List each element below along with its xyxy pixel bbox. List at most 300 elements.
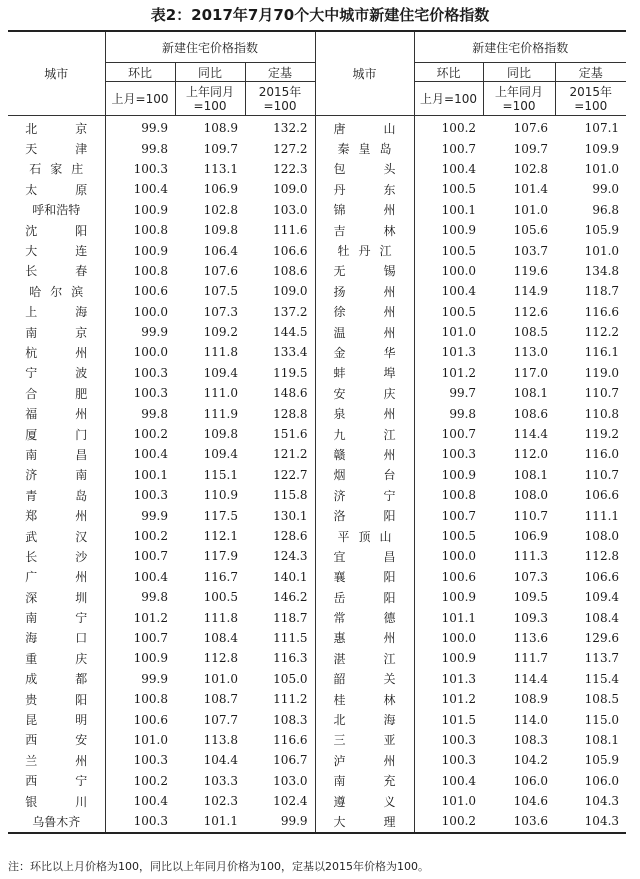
yoy-value: 109.5 [513, 590, 549, 605]
city-header-left: 城市 [8, 31, 105, 116]
base-value: 140.1 [245, 567, 315, 587]
table-row [8, 261, 626, 281]
yoy-value: 109.2 [203, 325, 238, 340]
city-label: 南京 [25, 325, 88, 340]
mom-value: 100.2 [133, 773, 168, 788]
mom-value: 100.8 [441, 488, 477, 503]
mom-value: 99.9 [141, 325, 168, 340]
city-name-right [315, 811, 414, 832]
yoy-value: 102.3 [203, 794, 238, 809]
mom-value: 101.2 [441, 365, 477, 380]
city-label: 常德 [333, 611, 396, 626]
city-label: 西安 [25, 733, 88, 748]
base-value: 99.0 [592, 182, 620, 197]
mom-value: 100.7 [441, 141, 477, 156]
table-row [8, 669, 626, 689]
yoy-value: 101.0 [513, 202, 549, 217]
city-name-left [8, 116, 105, 139]
yoy-value: 108.4 [203, 630, 238, 645]
mom-value: 101.5 [441, 712, 477, 727]
table-row [8, 485, 626, 505]
yoy-value: 111.8 [203, 610, 238, 625]
city-name-right [315, 424, 414, 444]
base-value: 111.2 [245, 689, 315, 709]
table-row [8, 465, 626, 485]
group-header-left: 新建住宅价格指数 [105, 31, 315, 63]
yoy-value: 103.6 [483, 811, 555, 832]
city-label: 金华 [333, 345, 396, 360]
city-name-right [315, 159, 414, 179]
mom-value: 100.7 [133, 630, 168, 645]
city-label: 洛阳 [333, 509, 396, 524]
yoy-value: 116.7 [203, 569, 238, 584]
city-label: 徐州 [333, 305, 396, 320]
col-base-left: 定基 [245, 63, 315, 82]
table-row [8, 138, 626, 158]
city-label: 太原 [25, 182, 88, 197]
yoy-value: 105.6 [513, 223, 549, 238]
city-label: 重庆 [25, 651, 88, 666]
mom-value: 101.3 [441, 671, 477, 686]
city-name-right [315, 750, 414, 770]
city-name-left [8, 159, 105, 179]
table-row [8, 302, 626, 322]
city-label: 海口 [25, 631, 88, 646]
table-row [8, 791, 626, 811]
city-label: 安庆 [333, 386, 396, 401]
mom-value: 100.0 [441, 263, 477, 278]
yoy-value: 109.3 [513, 610, 549, 625]
base-value: 105.9 [584, 753, 620, 768]
col-yoy-right: 同比 [483, 63, 555, 82]
yoy-value: 113.6 [513, 630, 549, 645]
yoy-value: 100.5 [203, 590, 238, 605]
yoy-value: 110.9 [203, 488, 238, 503]
city-label: 北海 [333, 713, 396, 728]
base-value: 130.1 [245, 505, 315, 525]
city-label: 唐山 [333, 121, 396, 136]
yoy-value: 114.4 [513, 427, 549, 442]
base-value: 110.8 [584, 406, 620, 421]
city-name-left [8, 444, 105, 464]
city-name-left [8, 342, 105, 362]
city-name-right [315, 342, 414, 362]
yoy-value: 117.0 [513, 365, 549, 380]
city-header-right: 城市 [315, 31, 414, 116]
city-name-left [8, 689, 105, 709]
base-value: 109.0 [245, 281, 315, 301]
mom-value: 100.4 [133, 447, 168, 462]
yoy-value: 108.9 [513, 692, 549, 707]
city-label: 兰州 [25, 753, 88, 768]
city-label: 深圳 [25, 590, 88, 605]
base-value: 119.5 [245, 363, 315, 383]
city-label: 泸州 [333, 753, 396, 768]
mom-value: 101.0 [441, 325, 477, 340]
base-value: 102.4 [245, 791, 315, 811]
city-label: 三亚 [333, 733, 396, 748]
city-label: 北京 [25, 121, 88, 136]
city-name-left [8, 791, 105, 811]
mom-value: 100.9 [441, 223, 477, 238]
yoy-value: 111.3 [513, 549, 549, 564]
base-value: 129.6 [584, 630, 620, 645]
city-label: 泉州 [333, 407, 396, 422]
mom-value: 100.2 [414, 811, 483, 832]
base-value: 121.2 [245, 444, 315, 464]
mom-value: 101.0 [441, 794, 477, 809]
base-value: 108.4 [584, 610, 620, 625]
base-value: 112.2 [584, 325, 620, 340]
yoy-value: 102.8 [203, 202, 238, 217]
table-title: 表2：2017年7月70个大中城市新建住宅价格指数 [150, 6, 490, 24]
mom-value: 100.9 [441, 590, 477, 605]
mom-value: 100.3 [133, 488, 168, 503]
yoy-value: 112.8 [203, 651, 238, 666]
yoy-value: 112.1 [203, 529, 238, 543]
yoy-value: 115.1 [203, 467, 238, 482]
base-value: 115.0 [584, 712, 620, 727]
city-label: 成都 [25, 672, 88, 687]
col-base-right: 定基 [555, 63, 626, 82]
base-value: 116.3 [245, 648, 315, 668]
city-label: 温州 [333, 325, 396, 340]
mom-value: 100.2 [441, 121, 477, 136]
mom-value: 100.9 [441, 467, 477, 482]
table-row [8, 179, 626, 199]
city-label: 平顶山 [337, 529, 392, 544]
city-name-right [315, 505, 414, 525]
city-label: 哈尔滨 [29, 284, 84, 299]
city-label: 济宁 [333, 488, 396, 503]
city-label: 丹东 [333, 182, 396, 197]
yoy-value: 101.4 [513, 182, 549, 197]
table-row [8, 424, 626, 444]
city-label: 无锡 [333, 264, 396, 279]
mom-value: 100.4 [441, 773, 477, 788]
mom-value: 101.2 [133, 610, 168, 625]
base-value: 106.7 [245, 750, 315, 770]
mom-value: 101.2 [441, 692, 477, 707]
mom-value: 99.8 [141, 406, 168, 421]
base-value: 133.4 [245, 342, 315, 362]
base-value: 113.7 [584, 651, 620, 666]
city-label: 烟台 [333, 468, 396, 483]
footnote: 注：环比以上月价格为100，同比以上年同月价格为100，定基以2015年价格为100。 [8, 860, 429, 873]
yoy-value: 101.1 [175, 811, 245, 832]
yoy-value: 109.8 [203, 427, 238, 442]
city-label: 大连 [25, 244, 88, 259]
table-row [8, 771, 626, 791]
city-label: 青岛 [25, 488, 88, 503]
base-value: 106.6 [245, 240, 315, 260]
base-value: 116.1 [584, 345, 620, 360]
mom-value: 100.3 [133, 365, 168, 380]
city-label: 惠州 [333, 631, 396, 646]
yoy-value: 109.4 [203, 365, 238, 380]
city-label: 乌鲁木齐 [32, 814, 81, 829]
mom-value: 100.4 [441, 284, 477, 299]
base-value: 146.2 [245, 587, 315, 607]
city-label: 南宁 [25, 611, 88, 626]
mom-value: 100.1 [441, 202, 477, 217]
city-name-left [8, 628, 105, 648]
table-row [8, 116, 626, 139]
mom-value: 100.5 [441, 529, 477, 543]
table-row [8, 159, 626, 179]
yoy-value: 107.3 [203, 304, 238, 319]
base-value: 99.9 [245, 811, 315, 832]
mom-value: 100.0 [441, 549, 477, 564]
base-value: 105.9 [584, 223, 620, 238]
mom-value: 100.5 [441, 304, 477, 319]
mom-value: 100.2 [133, 529, 168, 543]
city-name-right [315, 628, 414, 648]
base-value: 110.7 [584, 386, 620, 401]
base-value: 122.3 [245, 159, 315, 179]
base-value: 128.6 [245, 526, 315, 546]
city-name-left [8, 240, 105, 260]
city-name-right [315, 281, 414, 301]
city-name-left [8, 465, 105, 485]
yoy-value: 108.6 [513, 406, 549, 421]
yoy-value: 114.9 [513, 284, 549, 299]
city-label: 福州 [25, 407, 88, 422]
yoy-value: 111.0 [203, 386, 238, 401]
table-row [8, 587, 626, 607]
city-label: 天津 [25, 142, 88, 157]
yoy-value: 109.8 [203, 223, 238, 238]
base-value: 127.2 [245, 138, 315, 158]
city-label: 秦皇岛 [337, 142, 392, 157]
mom-value: 100.3 [105, 811, 175, 832]
mom-value: 99.9 [141, 508, 168, 523]
table-row [8, 363, 626, 383]
mom-value: 100.4 [133, 182, 168, 197]
table-row [8, 342, 626, 362]
city-name-right [315, 526, 414, 546]
base-value: 134.8 [584, 263, 620, 278]
mom-value: 100.0 [441, 630, 477, 645]
table-row [8, 383, 626, 403]
yoy-value: 106.9 [513, 529, 549, 543]
mom-value: 100.5 [441, 182, 477, 197]
table-row [8, 444, 626, 464]
table-row [8, 628, 626, 648]
base-value: 103.0 [245, 771, 315, 791]
base-fixed-right: 2015年=100 [555, 82, 626, 116]
city-name-right [315, 791, 414, 811]
table-row [8, 811, 626, 832]
base-value: 111.5 [245, 628, 315, 648]
city-label: 扬州 [333, 284, 396, 299]
city-name-left [8, 383, 105, 403]
city-label: 厦门 [25, 427, 88, 442]
table-row [8, 750, 626, 770]
yoy-value: 107.3 [513, 569, 549, 584]
table-row [8, 546, 626, 566]
mom-value: 100.9 [133, 651, 168, 666]
city-name-left [8, 648, 105, 668]
yoy-value: 108.1 [513, 467, 549, 482]
yoy-value: 111.7 [513, 651, 549, 666]
mom-value: 100.2 [133, 427, 168, 442]
city-name-left [8, 179, 105, 199]
col-mom-left: 环比 [105, 63, 175, 82]
mom-value: 100.8 [133, 692, 168, 707]
city-label: 沈阳 [25, 223, 88, 238]
table-row [8, 648, 626, 668]
city-label: 蚌埠 [333, 366, 396, 381]
base-value: 108.5 [584, 692, 620, 707]
table-row [8, 505, 626, 525]
city-name-right [315, 322, 414, 342]
base-value: 119.0 [584, 365, 620, 380]
base-value: 109.9 [584, 141, 620, 156]
yoy-value: 101.0 [203, 671, 238, 686]
city-name-left [8, 302, 105, 322]
city-label: 西宁 [25, 774, 88, 789]
yoy-value: 117.9 [203, 549, 238, 564]
base-value: 106.6 [584, 569, 620, 584]
mom-value: 100.5 [441, 243, 477, 258]
mom-value: 101.0 [133, 732, 168, 747]
yoy-value: 113.8 [203, 732, 238, 747]
base-value: 124.3 [245, 546, 315, 566]
city-name-right [315, 709, 414, 729]
base-value: 128.8 [245, 403, 315, 423]
yoy-value: 113.0 [513, 345, 549, 360]
city-name-right [315, 648, 414, 668]
yoy-value: 104.4 [203, 753, 238, 768]
city-name-right [315, 607, 414, 627]
yoy-value: 103.7 [513, 243, 549, 258]
table-row [8, 689, 626, 709]
city-name-right [315, 465, 414, 485]
city-name-left [8, 485, 105, 505]
city-name-right [315, 689, 414, 709]
col-yoy-left: 同比 [175, 63, 245, 82]
mom-value: 101.3 [441, 345, 477, 360]
base-value: 111.6 [245, 220, 315, 240]
city-label: 呼和浩特 [32, 203, 81, 218]
base-value: 106.6 [584, 488, 620, 503]
table-row [8, 200, 626, 220]
mom-value: 99.8 [449, 406, 477, 421]
mom-value: 101.1 [441, 610, 477, 625]
city-name-left [8, 220, 105, 240]
city-name-left [8, 526, 105, 546]
base-value: 111.1 [584, 508, 620, 523]
yoy-value: 103.3 [203, 773, 238, 788]
city-name-left [8, 363, 105, 383]
city-label: 杭州 [25, 345, 88, 360]
base-value: 105.0 [245, 669, 315, 689]
yoy-value: 104.2 [513, 753, 549, 768]
base-value: 116.6 [245, 730, 315, 750]
yoy-value: 107.6 [513, 121, 549, 136]
city-name-right [315, 200, 414, 220]
city-name-right [315, 240, 414, 260]
base-value: 103.0 [245, 200, 315, 220]
mom-value: 100.3 [133, 161, 168, 176]
mom-value: 100.4 [441, 161, 477, 176]
city-label: 上海 [25, 305, 88, 320]
city-name-right [315, 116, 414, 139]
city-label: 包头 [333, 162, 396, 177]
table-row [8, 220, 626, 240]
yoy-value: 108.0 [513, 488, 549, 503]
yoy-value: 107.6 [203, 263, 238, 278]
city-name-left [8, 403, 105, 423]
base-value: 148.6 [245, 383, 315, 403]
city-name-left [8, 811, 105, 832]
base-value: 144.5 [245, 322, 315, 342]
yoy-value: 110.7 [513, 508, 549, 523]
city-label: 昆明 [25, 713, 88, 728]
mom-value: 100.3 [441, 753, 477, 768]
base-value: 108.1 [584, 732, 620, 747]
city-name-left [8, 771, 105, 791]
table-row [8, 567, 626, 587]
city-label: 贵阳 [25, 692, 88, 707]
mom-value: 100.6 [133, 284, 168, 299]
city-label: 赣州 [333, 447, 396, 462]
mom-value: 100.7 [441, 508, 477, 523]
table-row [8, 607, 626, 627]
city-label: 岳阳 [333, 590, 396, 605]
mom-value: 100.6 [441, 569, 477, 584]
yoy-value: 104.6 [513, 794, 549, 809]
city-name-left [8, 587, 105, 607]
yoy-value: 109.7 [203, 141, 238, 156]
city-label: 武汉 [25, 529, 88, 544]
base-value: 116.6 [584, 304, 620, 319]
city-label: 韶关 [333, 672, 396, 687]
city-label: 锦州 [333, 203, 396, 218]
yoy-value: 108.5 [513, 325, 549, 340]
base-yoy-right: 上年同月=100 [483, 82, 555, 116]
base-value: 108.0 [584, 529, 620, 543]
yoy-value: 106.0 [513, 773, 549, 788]
city-label: 湛江 [333, 651, 396, 666]
mom-value: 100.7 [133, 549, 168, 564]
yoy-value: 108.1 [513, 386, 549, 401]
city-name-right [315, 383, 414, 403]
yoy-value: 107.7 [203, 712, 238, 727]
yoy-value: 108.3 [513, 732, 549, 747]
mom-value: 100.3 [133, 753, 168, 768]
base-value: 112.8 [584, 549, 620, 564]
city-name-left [8, 567, 105, 587]
base-value: 104.3 [555, 811, 626, 832]
mom-value: 100.0 [133, 304, 168, 319]
city-label: 长春 [25, 264, 88, 279]
table-row [8, 281, 626, 301]
yoy-value: 109.4 [203, 447, 238, 462]
base-value: 101.0 [584, 243, 620, 258]
city-label: 石家庄 [29, 162, 84, 177]
table-row [8, 322, 626, 342]
mom-value: 100.4 [133, 794, 168, 809]
city-name-left [8, 322, 105, 342]
yoy-value: 119.6 [513, 263, 549, 278]
yoy-value: 106.9 [203, 182, 238, 197]
mom-value: 99.9 [141, 121, 168, 136]
mom-value: 100.3 [441, 732, 477, 747]
base-value: 109.4 [584, 590, 620, 605]
base-mom-right: 上月=100 [414, 82, 483, 116]
